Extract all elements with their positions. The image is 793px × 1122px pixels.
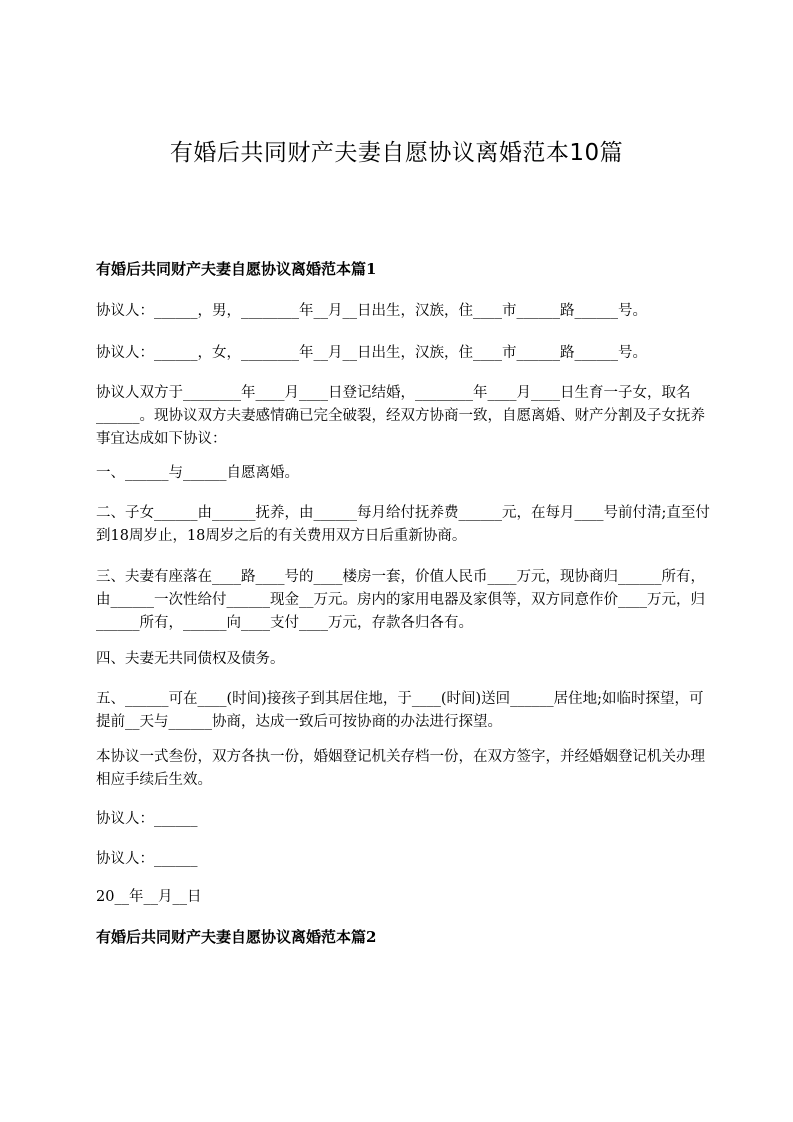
section-heading-1: 有婚后共同财产夫妻自愿协议离婚范本篇1 [96, 260, 377, 278]
paragraph-clause-3: 三、夫妻有座落在____路____号的____楼房一套，价值人民币____万元，现协商归______所有，由______一次性给付______现金__万元。房内的家用电器及家俱等，双方同意作价____万元，归______所有，______向____支付____万元，存款各归各有。 [96, 569, 705, 631]
signature-line-2: 协议人：______ [96, 851, 198, 867]
paragraph-clause-4: 四、夫妻无共同债权及债务。 [96, 651, 285, 667]
paragraph-background: 协议人双方于________年____月____日登记结婚，________年____月____日生育一子女，取名______。现协议双方夫妻感情确已完全破裂，经双方协商一致，自愿离婚、财产分割及子女抚养事宜达成如下协议： [96, 385, 705, 447]
paragraph-clause-2: 二、子女______由______抚养，由______每月给付抚养费______元，在每月____号前付清;直至付到18周岁止，18周岁之后的有关费用双方日后重新协商。 [96, 505, 710, 544]
paragraph-party-female: 协议人：______，女，________年__月__日出生，汉族，住____市______路______号。 [96, 345, 647, 361]
section-heading-2: 有婚后共同财产夫妻自愿协议离婚范本篇2 [96, 928, 377, 946]
paragraph-clause-1: 一、______与______自愿离婚。 [96, 465, 299, 481]
paragraph-clause-5: 五、______可在____(时间)接孩子到其居住地，于____(时间)送回______居住地;如临时探望，可提前__天与______协商，达成一致后可按协商的办法进行探望。 [96, 691, 704, 730]
paragraph-party-male: 协议人：______，男，________年__月__日出生，汉族，住____市______路______号。 [96, 303, 647, 319]
document-title: 有婚后共同财产夫妻自愿协议离婚范本10篇 [169, 140, 624, 166]
signature-line-1: 协议人：______ [96, 811, 198, 827]
date-line: 20__年__月__日 [96, 889, 202, 905]
paragraph-copies: 本协议一式叁份，双方各执一份，婚姻登记机关存档一份，在双方签字，并经婚姻登记机关办理相应手续后生效。 [96, 749, 705, 788]
